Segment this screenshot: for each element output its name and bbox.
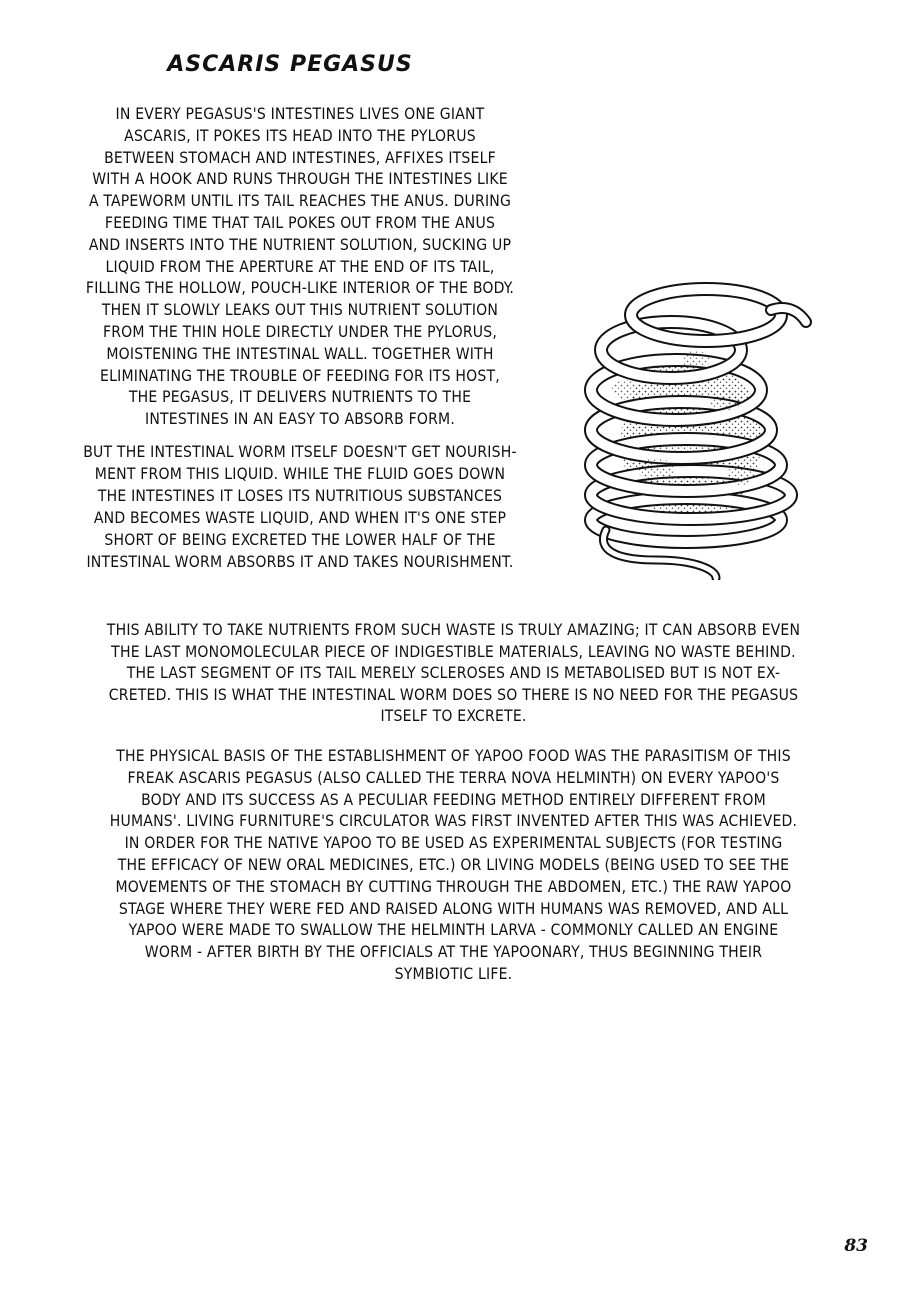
text-line: THE EFFICACY OF NEW ORAL MEDICINES, ETC.) OR LIVING MODELS (BEING USED TO SEE THE [117,855,790,874]
text-line: WITH A HOOK AND RUNS THROUGH THE INTESTINES LIKE [92,170,508,189]
page-title: ASCARIS PEGASUS [167,52,413,77]
paragraph-2 [20,441,580,573]
paragraph-3 [0,620,907,728]
coiled-worm-illustration [566,270,816,580]
text-line: THE LAST MONOMOLECULAR PIECE OF INDIGESTIBLE MATERIALS, LEAVING NO WASTE BEHIND. [111,642,796,661]
text-line: LIQUID FROM THE APERTURE AT THE END OF ITS TAIL, [105,257,495,276]
text-line: A TAPEWORM UNTIL ITS TAIL REACHES THE ANUS. DURING [88,192,512,211]
text-line: MOVEMENTS OF THE STOMACH BY CUTTING THROUGH THE ABDOMEN, ETC.) THE RAW YAPOO [115,877,792,896]
text-line: FEEDING TIME THAT TAIL POKES OUT FROM THE ANUS [104,213,496,232]
text-line: MOISTENING THE INTESTINAL WALL. TOGETHER WITH [106,344,494,363]
text-line: CRETED. THIS IS WHAT THE INTESTINAL WORM DOES SO THERE IS NO NEED FOR THE PEGASUS [108,685,799,704]
text-line: HUMANS'. LIVING FURNITURE'S CIRCULATOR WAS FIRST INVENTED AFTER THIS WAS ACHIEVED. [109,812,798,831]
page-number: 83 [844,1236,868,1256]
text-line: SYMBIOTIC LIFE. [394,964,513,983]
paragraph-1 [20,104,580,431]
text-line: WORM - AFTER BIRTH BY THE OFFICIALS AT THE YAPOONARY, THUS BEGINNING THEIR [144,943,763,962]
text-line: INTESTINES IN AN EASY TO ABSORB FORM. [145,410,455,429]
text-line: FILLING THE HOLLOW, POUCH-LIKE INTERIOR OF THE BODY. [85,279,515,298]
paragraph-4 [0,746,907,986]
text-line: YAPOO WERE MADE TO SWALLOW THE HELMINTH LARVA - COMMONLY CALLED AN ENGINE [128,921,779,940]
text-line: THEN IT SLOWLY LEAKS OUT THIS NUTRIENT SOLUTION [101,301,499,320]
text-line: ASCARIS, IT POKES ITS HEAD INTO THE PYLORUS [124,126,476,145]
text-line: ITSELF TO EXCRETE. [380,707,527,726]
text-line: BODY AND ITS SUCCESS AS A PECULIAR FEEDING METHOD ENTIRELY DIFFERENT FROM [141,790,766,809]
text-line: MENT FROM THIS LIQUID. WHILE THE FLUID GOES DOWN [94,465,506,483]
text-line: THE PHYSICAL BASIS OF THE ESTABLISHMENT OF YAPOO FOOD WAS THE PARASITISM OF THIS [116,747,791,765]
text-line: THE INTESTINES IT LOSES ITS NUTRITIOUS SUBSTANCES [97,487,503,505]
text-line: ELIMINATING THE TROUBLE OF FEEDING FOR ITS HOST, [100,366,500,385]
text-line: FREAK ASCARIS PEGASUS (ALSO CALLED THE TERRA NOVA HELMINTH) ON EVERY YAPOO'S [127,768,780,787]
text-line: SHORT OF BEING EXCRETED THE LOWER HALF OF THE [104,531,496,549]
text-line: BUT THE INTESTINAL WORM ITSELF DOESN'T GET NOURISH- [83,443,517,461]
text-line: AND INSERTS INTO THE NUTRIENT SOLUTION, SUCKING UP [88,235,512,254]
text-line: STAGE WHERE THEY WERE FED AND RAISED ALONG WITH HUMANS WAS REMOVED, AND ALL [118,899,789,918]
text-line: IN EVERY PEGASUS'S INTESTINES LIVES ONE GIANT [115,105,485,123]
text-line: IN ORDER FOR THE NATIVE YAPOO TO BE USED AS EXPERIMENTAL SUBJECTS (FOR TESTING [124,834,783,853]
text-line: THE PEGASUS, IT DELIVERS NUTRIENTS TO THE [128,388,472,407]
text-line: AND BECOMES WASTE LIQUID, AND WHEN IT'S ONE STEP [93,509,507,527]
text-line: THE LAST SEGMENT OF ITS TAIL MERELY SCLEROSES AND IS METABOLISED BUT IS NOT EX- [126,664,781,683]
text-line: INTESTINAL WORM ABSORBS IT AND TAKES NOURISHMENT. [86,553,514,571]
text-line: BETWEEN STOMACH AND INTESTINES, AFFIXES ITSELF [104,148,496,167]
text-line: THIS ABILITY TO TAKE NUTRIENTS FROM SUCH WASTE IS TRULY AMAZING; IT CAN ABSORB EVEN [106,621,801,639]
text-line: FROM THE THIN HOLE DIRECTLY UNDER THE PYLORUS, [102,322,498,341]
